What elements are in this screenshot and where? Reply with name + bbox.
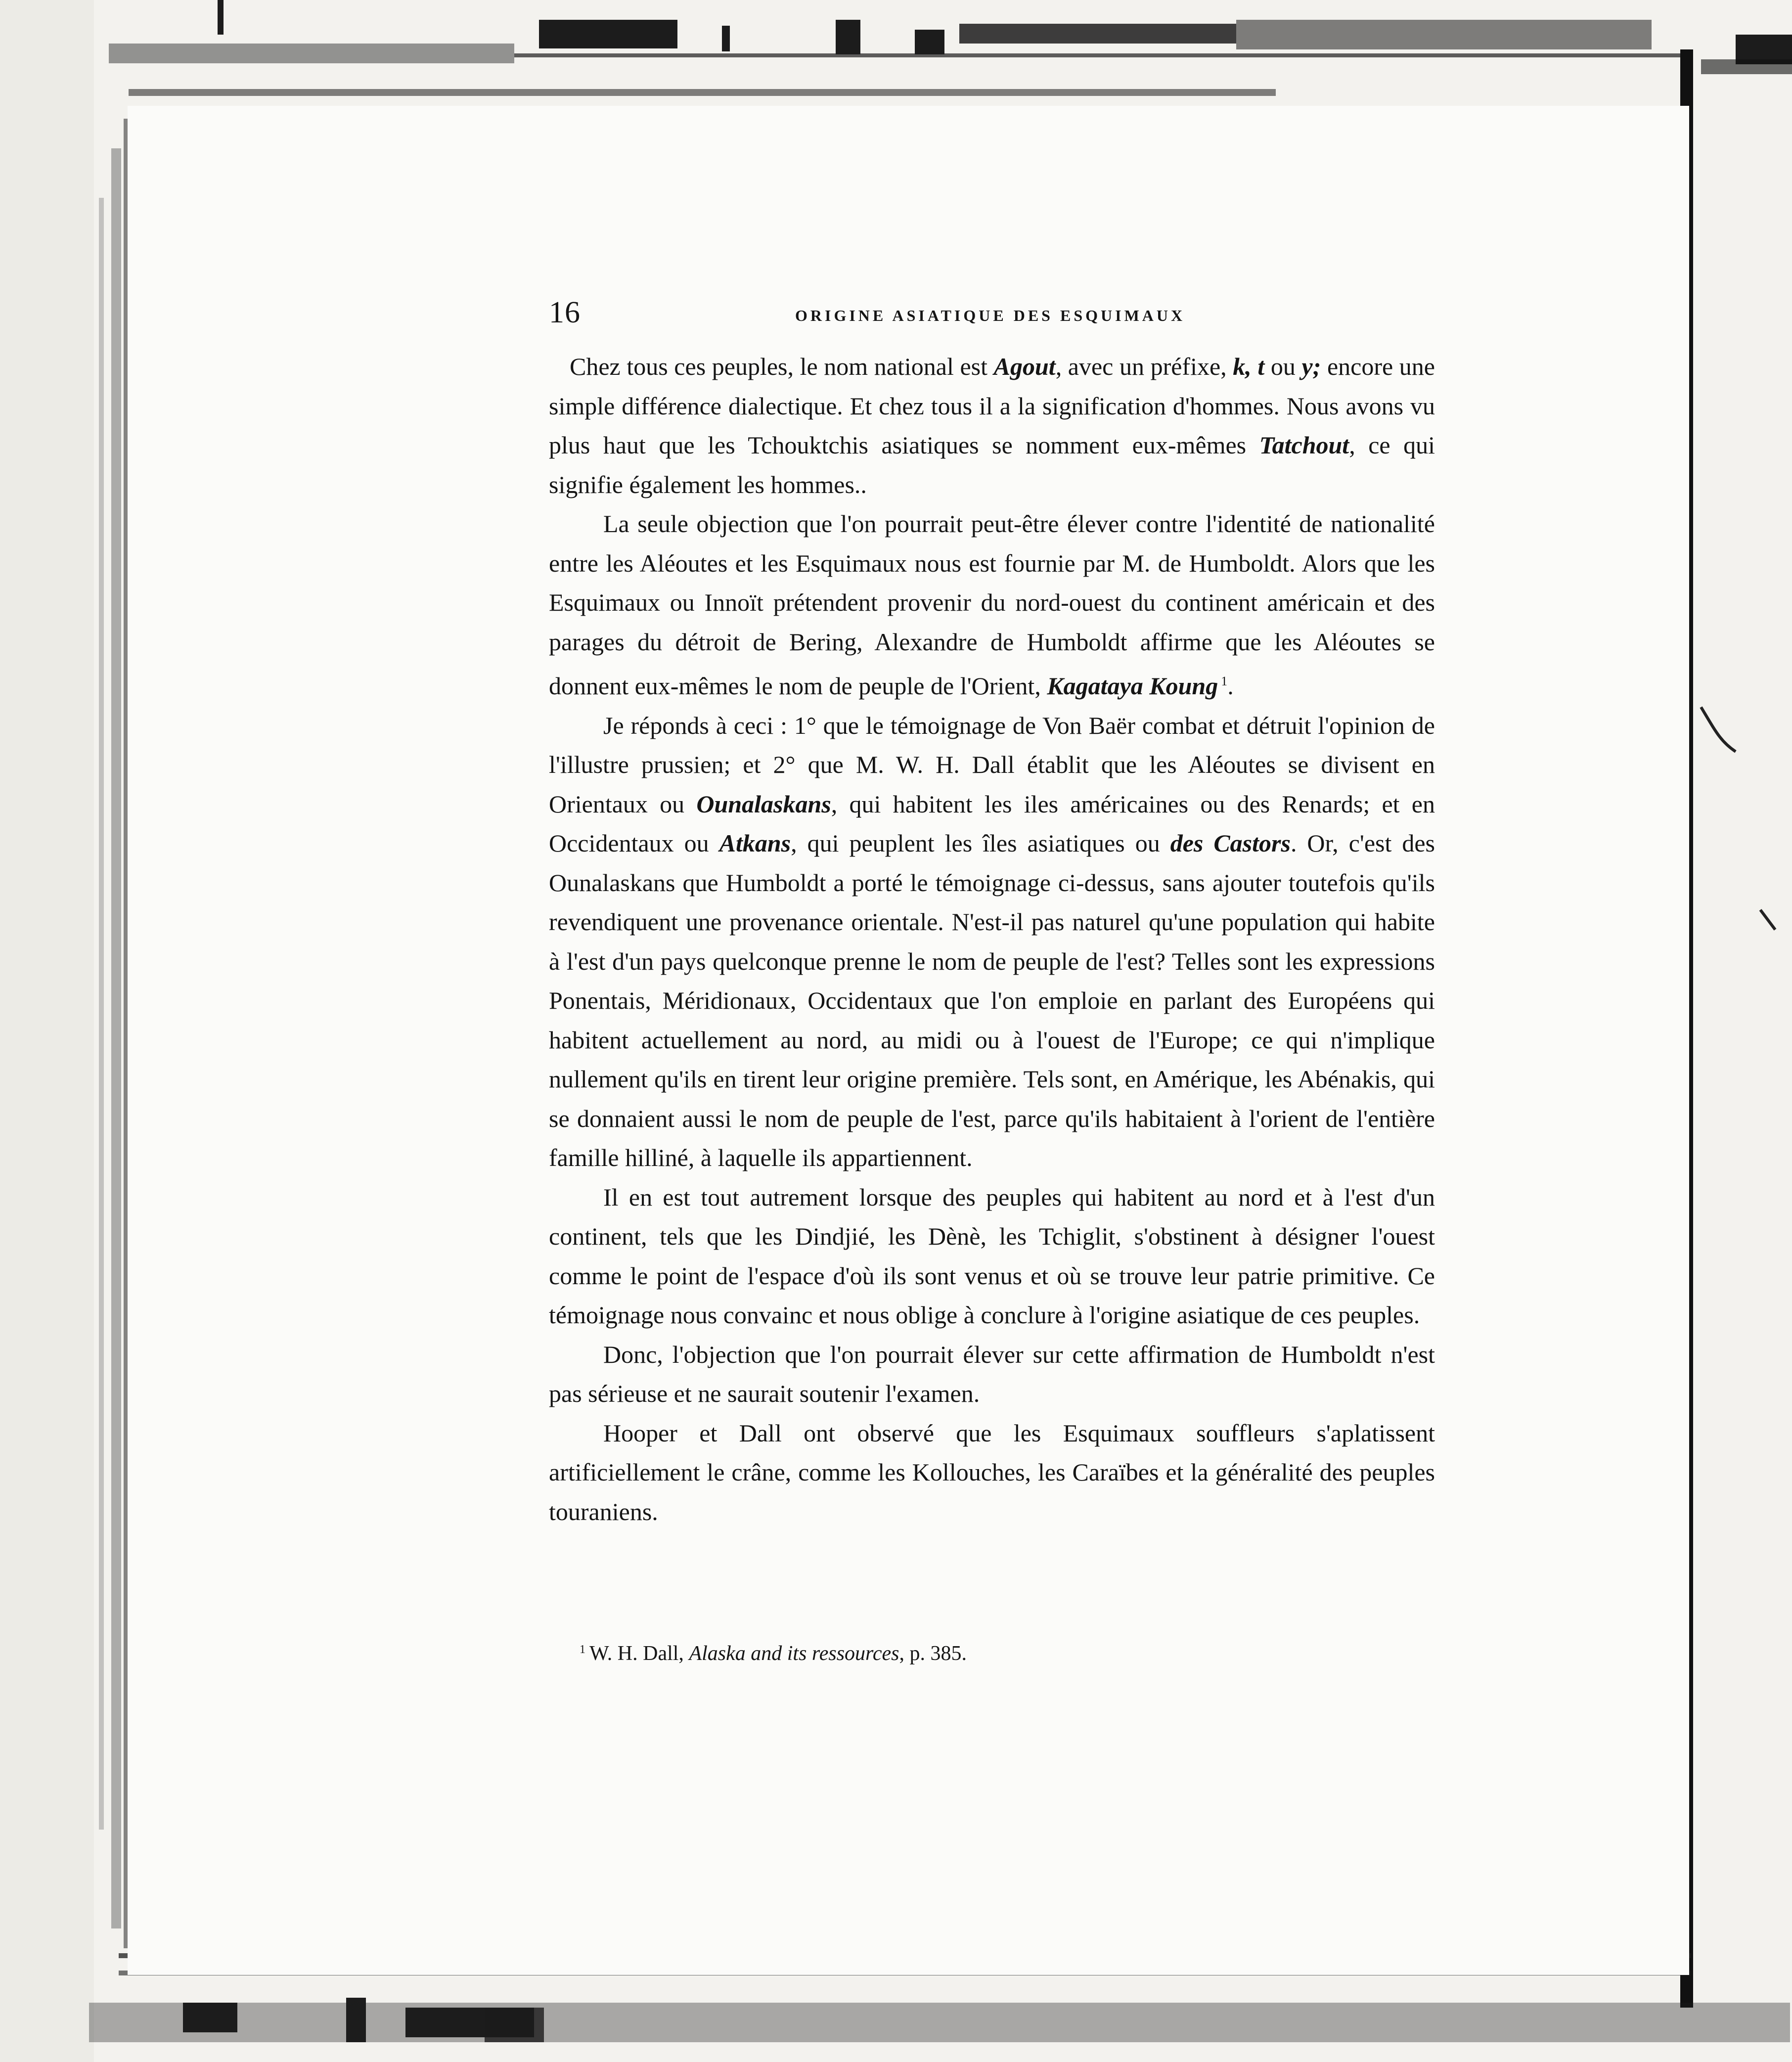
text-span: Chez tous ces peuples, le nom national est xyxy=(570,353,994,380)
text-span: La seule objection que l'on pourrait peut-être élever contre l'identité de nationalité entre les Aléoutes et les Esquimaux nous est fournie par M. de Humboldt. Alors que les Esquimaux ou Innoït prétendent provenir du nord-ouest du continent américain et des parages du détroit de Bering, Alexandre de Humboldt affirme que les Aléoutes se donnent eux-mêmes le nom de peuple de l'Orient, xyxy=(549,510,1435,700)
text-span: . Or, c'est des Ounalaskans que Humboldt a porté le témoignage ci-dessus, sans ajouter toutefois qu'ils revendiquent une provenance orientale. N'est-il pas naturel qu'une population qui habite à l'est d'un pays quelconque prenne le nom de peuple de l'est? Telles sont les expressions Ponentais, Méridionaux, Occidentaux que l'on emploie en parlant des Européens qui habitent actuellement au nord, au midi ou à l'ouest de l'Europe; ce qui n'implique nullement qu'ils en tirent leur origine première. Tels sont, en Amérique, les Abénakis, qui se donnaient aussi le nom de peuple de l'est, parce qu'ils habitaient à l'orient de l'entière famille hilliné, à laquelle ils appartiennent. xyxy=(549,829,1435,1171)
paragraph-3 xyxy=(549,706,1435,1178)
footnote xyxy=(580,1635,1371,1668)
text-span: , qui peuplent les îles asiatiques ou xyxy=(791,829,1170,857)
footnote-ref: 1 xyxy=(1221,674,1228,688)
italic-term: k, t xyxy=(1233,353,1265,380)
footnote-marker: 1 xyxy=(580,1643,585,1656)
body-text xyxy=(549,347,1435,1531)
page-number: 16 xyxy=(549,296,581,329)
top-scan-noise xyxy=(109,0,1792,96)
text-span: Je réponds à ceci : 1° que le témoignage de Von Baër combat et détruit l'opinion de l'illustre prussien; et 2° que M. W. H. Dall établit que les Aléoutes se divisent en Orientaux ou xyxy=(549,711,1435,818)
paragraph-4: Il en est tout autrement lorsque des peuples qui habitent au nord et à l'est d'un continent, tels que les Dindjié, les Dènè, les Tchiglit, s'obstinent à désigner l'ouest comme le point de l'espace d'où ils sont venus et où se trouve leur patrie primitive. Ce témoignage nous convainc et nous oblige à conclure à l'origine asiatique de ces peuples. xyxy=(549,1183,1435,1329)
italic-term: Agout xyxy=(993,353,1056,380)
text-span: encore une simple différence dialectique. Et chez tous il a la signification d'hommes. Nous avons vu plus haut que les Tchouktchis asiatiques se nomment eux-mêmes xyxy=(549,353,1435,459)
text-span: W. H. Dall, xyxy=(589,1642,689,1665)
italic-term: y; xyxy=(1301,353,1321,380)
italic-term: Alaska and its ressources xyxy=(689,1642,899,1665)
paragraph-1 xyxy=(549,347,1435,504)
right-scan-rule xyxy=(1680,49,1792,2008)
paragraph-2 xyxy=(549,504,1435,706)
text-span: , qui habitent les iles américaines ou des Renards; et en Occidentaux ou xyxy=(549,790,1435,857)
italic-term: Ounalaskans xyxy=(696,790,831,818)
italic-term: Tatchout xyxy=(1259,431,1349,459)
text-span: ou xyxy=(1264,353,1302,380)
text-span: . xyxy=(1227,672,1234,700)
italic-term: des Castors xyxy=(1170,829,1291,857)
italic-term: Kagataya Koung xyxy=(1047,672,1218,700)
text-span: , avec un préfixe, xyxy=(1055,353,1233,380)
text-span: , ce qui signifie également les hommes.. xyxy=(549,431,1435,498)
running-title: ORIGINE ASIATIQUE DES ESQUIMAUX xyxy=(795,307,1186,324)
text-span: , p. 385. xyxy=(899,1642,967,1665)
italic-term: Atkans xyxy=(719,829,791,857)
paragraph-5: Donc, l'objection que l'on pourrait élever sur cette affirmation de Humboldt n'est pas sérieuse et ne saurait soutenir l'examen. xyxy=(549,1340,1435,1407)
paragraph-6: Hooper et Dall ont observé que les Esquimaux souffleurs s'aplatissent artificiellement le crâne, comme les Kollouches, les Caraïbes et la généralité des peuples touraniens. xyxy=(549,1419,1435,1525)
